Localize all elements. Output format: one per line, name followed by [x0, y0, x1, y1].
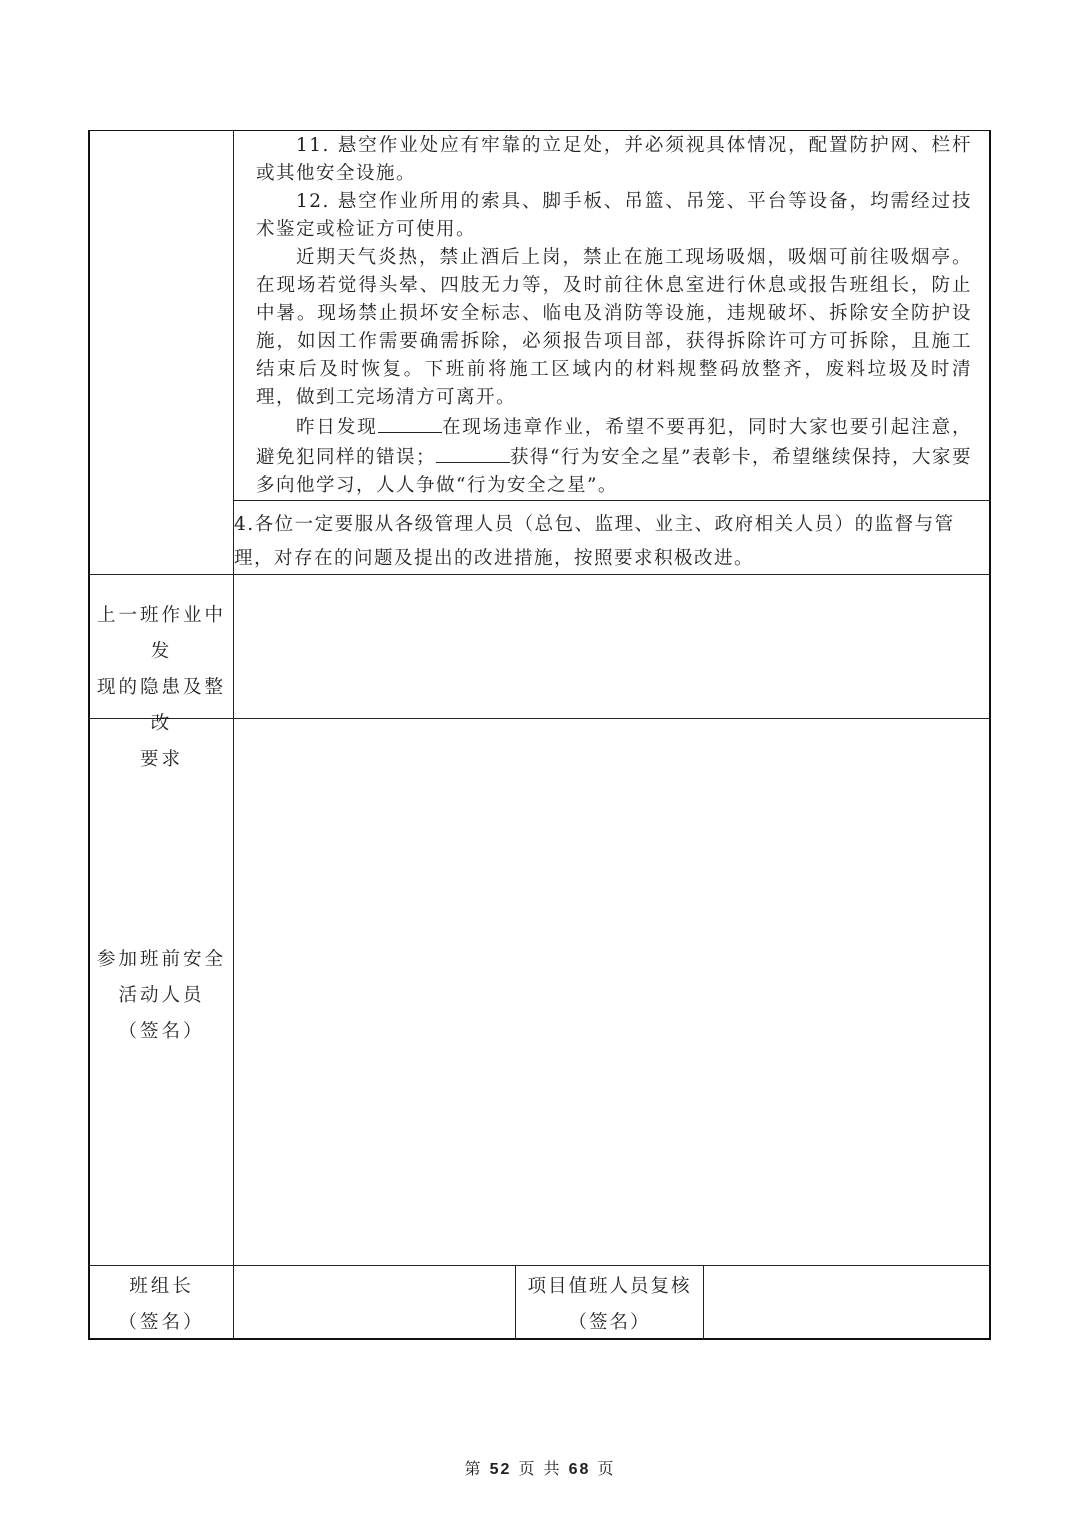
duty-review-label-line-1: 项目值班人员复核	[527, 1276, 692, 1297]
hazards-label-line-1: 上一班作业中发	[96, 605, 226, 662]
team-leader-label-line-2: （签名）	[118, 1312, 205, 1333]
hazards-label-line-2: 现的隐患及整改	[96, 677, 226, 734]
page-total: 68	[568, 1461, 591, 1478]
participants-label-line-2: 活动人员	[118, 985, 205, 1006]
page-footer	[0, 1456, 1080, 1479]
item-4-text	[234, 508, 986, 576]
violation-part-3: 获得“行为安全之星”表彰卡，希望继续保持，大家要多向他学习，人人争做“行为安全之星”。	[256, 447, 972, 496]
rule-11: 11. 悬空作业处应有牢靠的立足处，并必须视具体情况，配置防护网、栏杆或其他安全设施。	[256, 135, 972, 184]
team-leader-signature-area[interactable]	[234, 1266, 515, 1339]
hazards-label	[90, 598, 233, 778]
violation-notice	[256, 412, 972, 500]
star-name-blank[interactable]	[436, 442, 510, 463]
footer-suffix: 页	[597, 1459, 616, 1478]
participants-signature-area[interactable]	[234, 719, 990, 1265]
page-number: 52	[489, 1461, 512, 1478]
participants-label-line-1: 参加班前安全	[96, 949, 226, 970]
participants-label-line-3: （签名）	[118, 1021, 205, 1042]
footer-prefix: 第	[464, 1459, 483, 1478]
item-4: 4.各位一定要服从各级管理人员（总包、监理、业主、政府相关人员）的监督与管理，对存在的问题及提出的改进措施，按照要求积极改进。	[234, 514, 955, 569]
participants-label	[90, 942, 233, 1050]
safety-rules-text	[256, 132, 972, 500]
hazards-label-line-3: 要求	[139, 749, 183, 770]
team-leader-label	[90, 1269, 233, 1341]
violator-name-blank[interactable]	[378, 412, 442, 433]
duty-review-label	[516, 1269, 703, 1341]
weather-notice: 近期天气炎热，禁止酒后上岗，禁止在施工现场吸烟，吸烟可前往吸烟亭。在现场若觉得头晕、四肢无力等，及时前往休息室进行休息或报告班组长，防止中暑。现场禁止损坏安全标志、临电及消防等设施，违规破坏、拆除安全防护设施，如因工作需要确需拆除，必须报告项目部，获得拆除许可方可拆除，且施工结束后及时恢复。下班前将施工区域内的材料规整码放整齐，废料垃圾及时清理，做到工完场清方可离开。	[256, 247, 972, 408]
duty-review-signature-area[interactable]	[704, 1266, 990, 1339]
team-leader-label-line-1: 班组长	[129, 1276, 194, 1297]
hazards-input-area[interactable]	[234, 575, 990, 718]
violation-part-2: 在现场违章作业，希望不要再犯，同时大家也要引起注意，避免犯同样的错误；	[256, 417, 972, 468]
content-divider	[233, 500, 991, 501]
violation-part-1: 昨日发现	[296, 417, 378, 438]
duty-review-label-line-2: （签名）	[568, 1312, 651, 1333]
rule-12: 12. 悬空作业所用的索具、脚手板、吊篮、吊笼、平台等设备，均需经过技术鉴定或检证方可使用。	[256, 191, 972, 240]
footer-mid: 页 共	[518, 1459, 562, 1478]
